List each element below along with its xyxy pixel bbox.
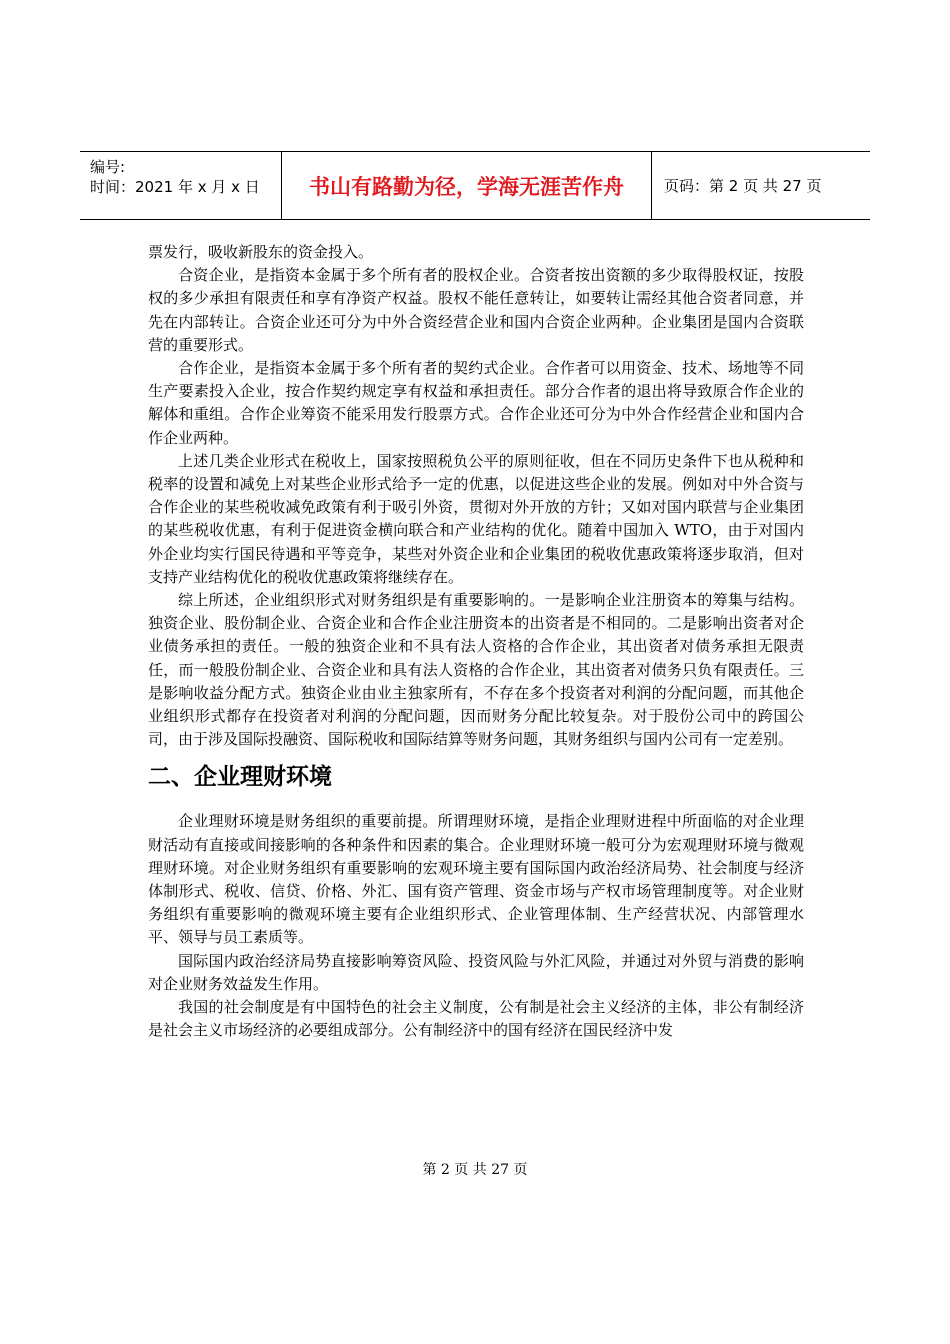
paragraph: 综上所述，企业组织形式对财务组织是有重要影响的。一是影响企业注册资本的筹集与结构。独资企业、股份制企业、合资企业和合作企业注册资本的出资者是不相同的。二是影响出资者对企业债务承担的责任。一般的独资企业和不具有法人资格的合作企业，其出资者对债务承担无限责任，而一般股份制企业、合资企业和具有法人资格的合作企业，其出资者对债务只负有限责任。三是影响收益分配方式。独资企业由业主独家所有，不存在多个投资者对利润的分配问题，而其他企业组织形式都存在投资者对利润的分配问题，因而财务分配比较复杂。对于股份公司中的跨国公司，由于涉及国际投融资、国际税收和国际结算等财务问题，其财务组织与国内公司有一定差别。 (148, 591, 804, 749)
header-motto: 书山有路勤为径，学海无涯苦作舟 (282, 152, 652, 219)
paragraph: 我国的社会制度是有中国特色的社会主义制度，公有制是社会主义经济的主体，非公有制经济是社会主义市场经济的必要组成部分。公有制经济中的国有经济在国民经济中发 (148, 998, 804, 1040)
header-meta (80, 152, 282, 219)
page-footer: 第 2 页 共 27 页 (422, 1162, 528, 1178)
paragraph: 合资企业，是指资本金属于多个所有者的股权企业。合资者按出资额的多少取得股权证，按股权的多少承担有限责任和享有净资产权益。股权不能任意转让，如要转让需经其他合资者同意，并先在内部转让。合资企业还可分为中外合资经营企业和国内合资企业两种。企业集团是国内合资联营的重要形式。 (148, 266, 804, 354)
document-body (148, 241, 804, 1043)
section-heading: 二、企业理财环境 (148, 764, 332, 791)
paragraph: 票发行，吸收新股东的资金投入。 (148, 243, 374, 261)
paragraph: 上述几类企业形式在税收上，国家按照税负公平的原则征收，但在不同历史条件下也从税种和税率的设置和减免上对某些企业形式给予一定的优惠，以促进这些企业的发展。例如对中外合资与合作企业的某些税收减免政策有利于吸引外资，贯彻对外开放的方针；又如对国内联营与企业集团的某些税收优惠，有利于促进资金横向联合和产业结构的优化。随着中国加入 WTO，由于对国内外企业均实行国民待遇和平等竞争，某些对外资企业和企业集团的税收优惠政策将逐步取消，但对支持产业结构优化的税收优惠政策将继续存在。 (148, 451, 804, 586)
page-header (80, 151, 870, 220)
document-time-label: 时间：2021 年 x 月 x 日 (90, 178, 260, 196)
header-page-label: 页码：第 2 页 共 27 页 (664, 177, 822, 195)
paragraph: 国际国内政治经济局势直接影响筹资风险、投资风险与外汇风险，并通过对外贸与消费的影响对企业财务效益发生作用。 (148, 951, 804, 993)
paragraph: 合作企业，是指资本金属于多个所有者的契约式企业。合作者可以用资金、技术、场地等不同生产要素投入企业，按合作契约规定享有权益和承担责任。部分合作者的退出将导致原合作企业的解体和重组。合作企业筹资不能采用发行股票方式。合作企业还可分为中外合作经营企业和国内合作企业两种。 (148, 359, 804, 447)
document-number-label: 编号: (90, 158, 126, 176)
paragraph: 企业理财环境是财务组织的重要前提。所谓理财环境，是指企业理财进程中所面临的对企业理财活动有直接或间接影响的各种条件和因素的集合。企业理财环境一般可分为宏观理财环境与微观理财环境。对企业财务组织有重要影响的宏观环境主要有国际国内政治经济局势、社会制度与经济体制形式、税收、信贷、价格、外汇、国有资产管理、资金市场与产权市场管理制度等。对企业财务组织有重要影响的微观环境主要有企业组织形式、企业管理体制、生产经营状况、内部管理水平、领导与员工素质等。 (148, 812, 804, 947)
